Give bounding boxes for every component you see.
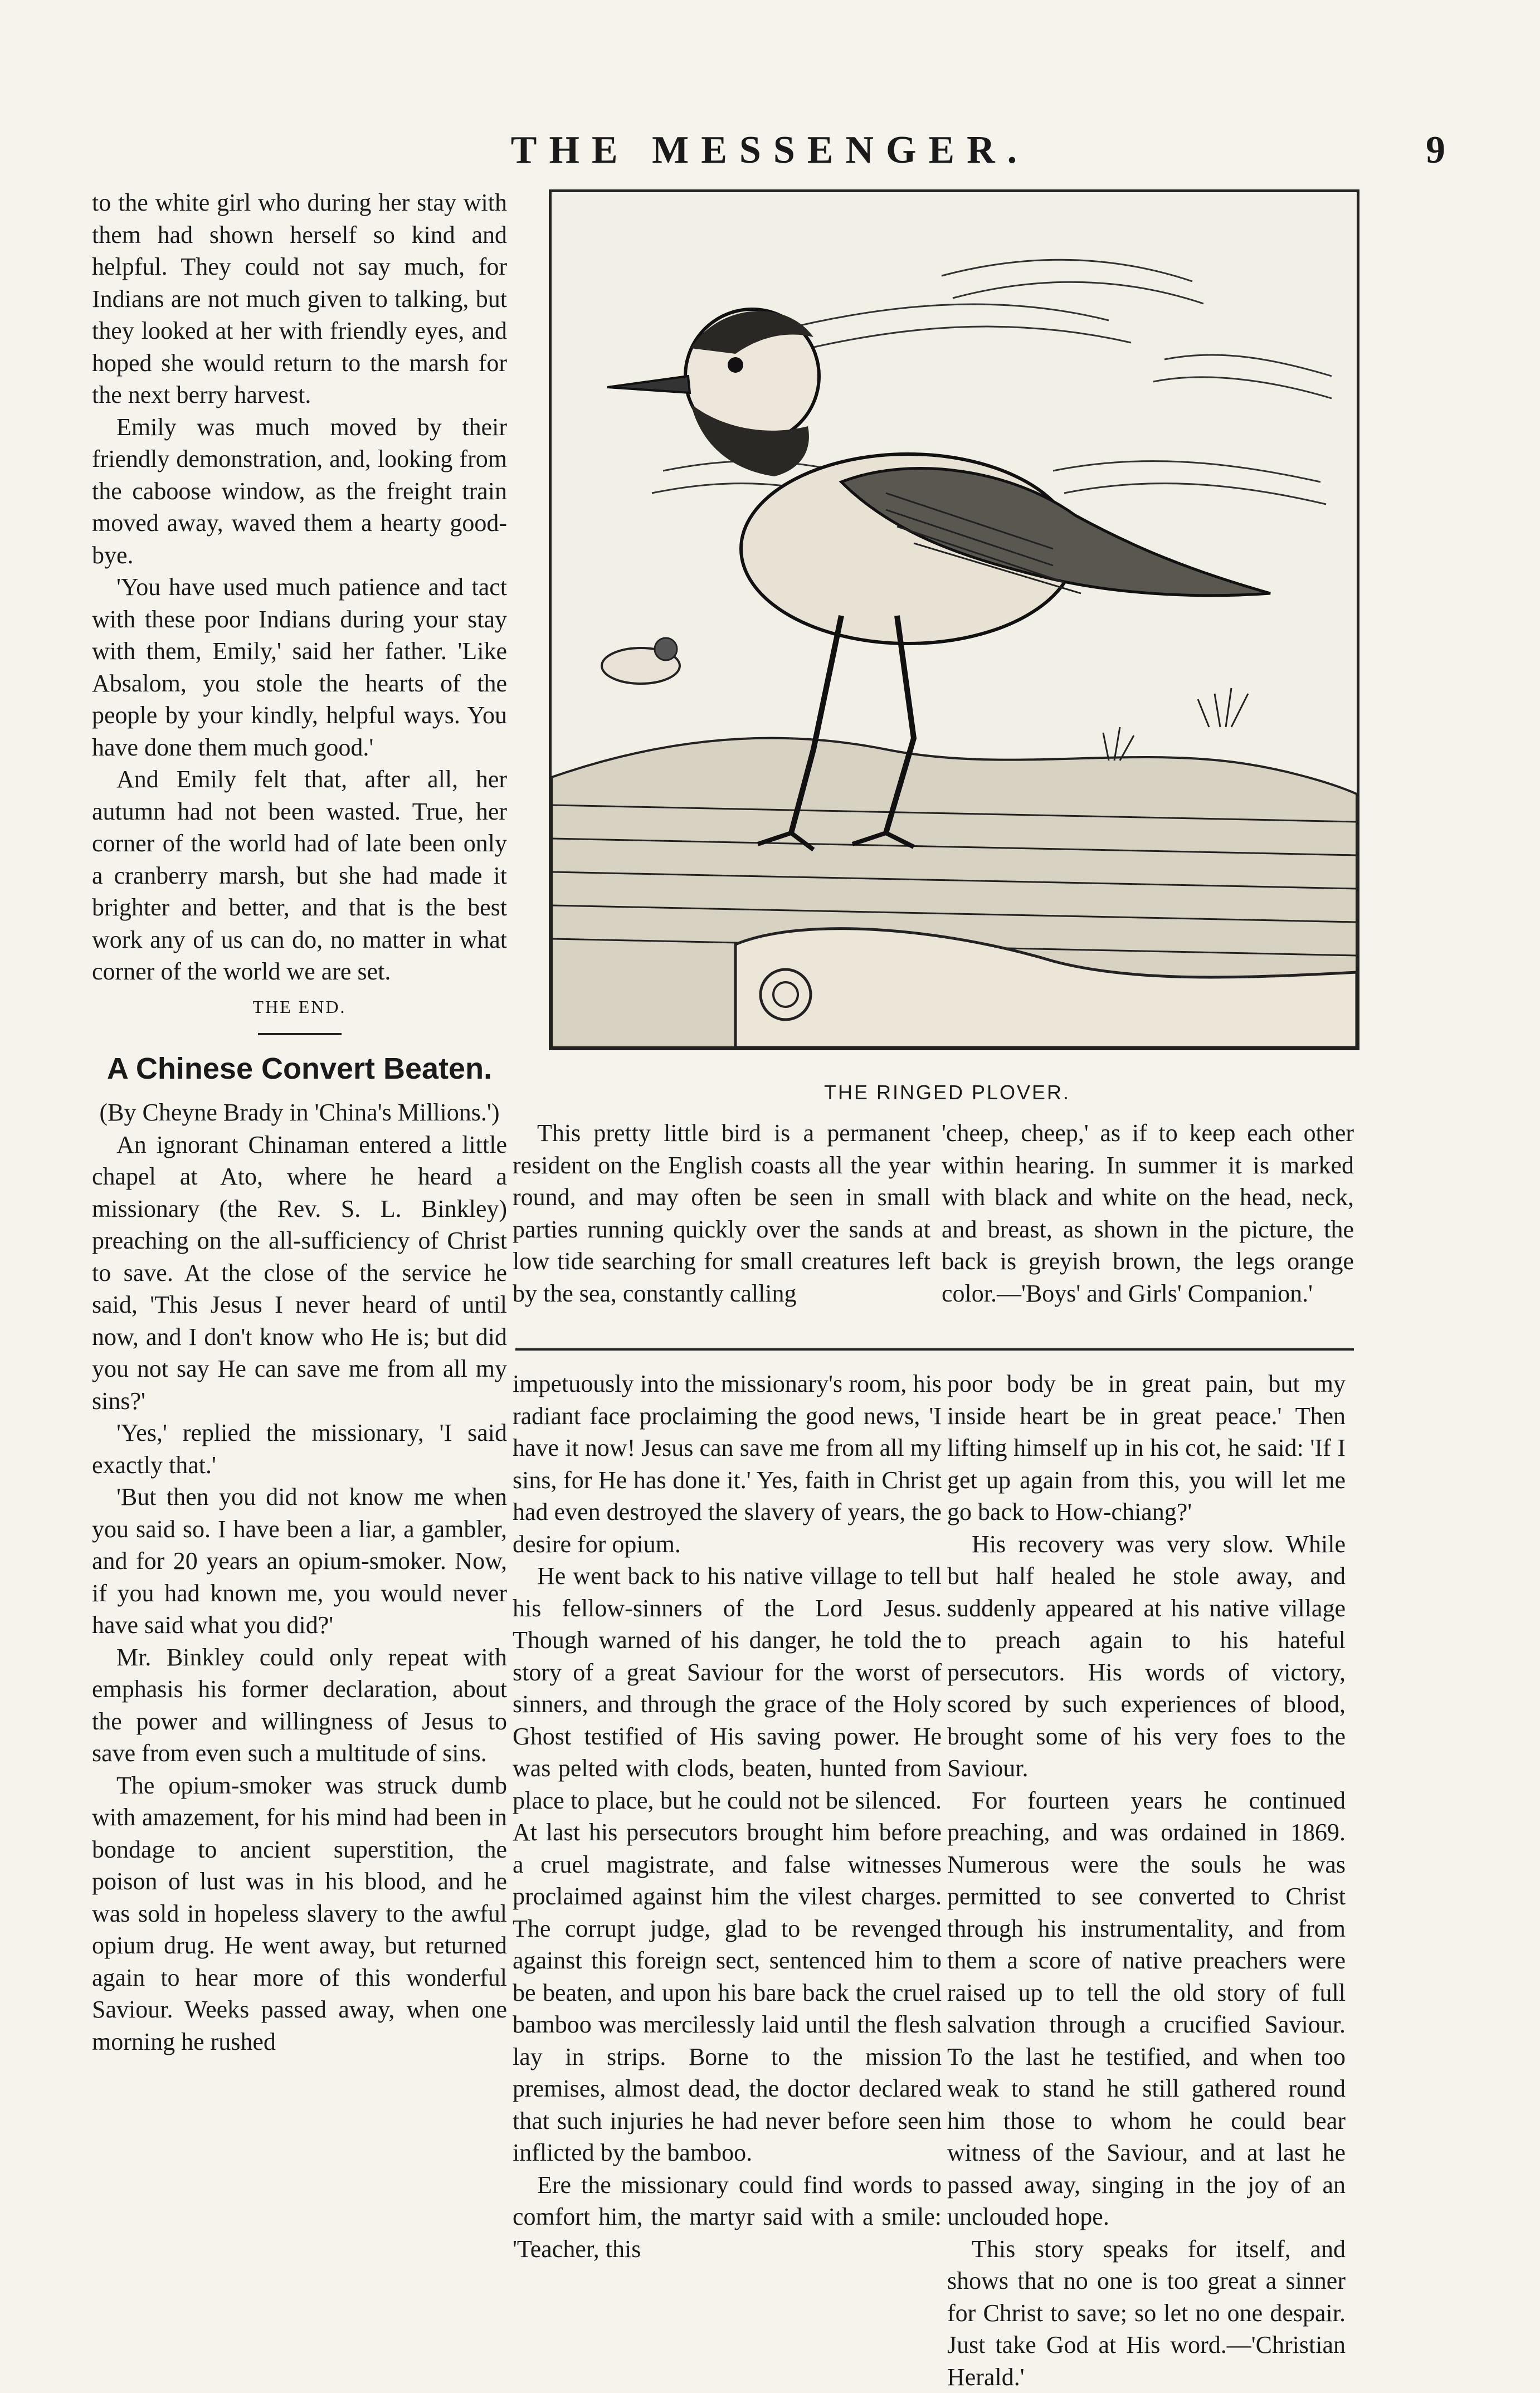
article-paragraph: poor body be in great pain, but my inside heart be in great peace.' Then lifting himself up in his cot, he said: 'If I get up again from this, you will let me go back to How-chiang?' <box>947 1368 1346 1528</box>
story-paragraph: Emily was much moved by their friendly demonstration, and, looking from the caboose window, as the freight train moved away, waved them a hearty good-bye. <box>92 411 507 572</box>
article-paragraph: An ignorant Chinaman entered a little chapel at Ato, where he heard a missionary (the Rev. S. L. Binkley) preaching on the all-sufficiency of Christ to save. At the close of the service he said, 'This Jesus I never heard of until now, and I don't know who He is; but did you not say He can save me from all my sins?' <box>92 1129 507 1417</box>
article-paragraph: 'Yes,' replied the missionary, 'I said exactly that.' <box>92 1417 507 1481</box>
page-header <box>0 128 1540 189</box>
article-paragraph: The opium-smoker was struck dumb with amazement, for his mind had been in bondage to ancient superstition, the poison of lust was in his blood, and he was sold in hopeless slavery to the awful opium drug. He went away, but returned again to hear more of this wonderful Saviour. Weeks passed away, when one morning he rushed <box>92 1770 507 2058</box>
article-paragraph: Ere the missionary could find words to comfort him, the martyr said with a smile: 'Teacher, this <box>513 2169 942 2265</box>
story-paragraph: And Emily felt that, after all, her autumn had not been wasted. True, her corner of the world had of late been only a cranberry marsh, but she had made it brighter and better, and that is the best work any of us can do, no matter in what corner of the world we are set. <box>92 763 507 988</box>
right-column <box>947 1368 1346 2393</box>
ringed-plover-icon <box>552 192 1357 1047</box>
article-paragraph: His recovery was very slow. While but half healed he stole away, and suddenly appeared at his native village to preach again to his hateful persecutors. His words of victory, scored by such experiences of blood, brought some of his very foes to the Saviour. <box>947 1528 1346 1785</box>
bird-article-right <box>942 1117 1354 1309</box>
the-end-label: THE END. <box>92 991 507 1024</box>
article-paragraph: This story speaks for itself, and shows that no one is too great a sinner for Christ to save; so let no one despair. Just take God at His word.—'Christian Herald.' <box>947 2233 1346 2393</box>
left-column <box>92 187 507 2058</box>
bird-paragraph: This pretty little bird is a permanent resident on the English coasts all the year round, and may often be seen in small parties running quickly over the sands at low tide searching for small creatures left by the sea, constantly calling <box>513 1117 930 1309</box>
page-number: 9 <box>1426 128 1445 173</box>
ringed-plover-illustration <box>549 189 1359 1050</box>
section-divider <box>258 1033 342 1035</box>
article-paragraph: impetuously into the missionary's room, his radiant face proclaiming the good news, 'I have it now! Jesus can save me from all my sins, for He has done it.' Yes, faith in Christ had even destroyed the slavery of years, the desire for opium. <box>513 1368 942 1560</box>
section-divider <box>515 1348 1354 1351</box>
article-paragraph: For fourteen years he continued preaching, and was ordained in 1869. Numerous were the souls he was permitted to see converted to Christ through his instrumentality, and from them a score of native preachers were raised up to tell the old story of full salvation through a crucified Saviour. To the last he testified, and when too weak to stand he still gathered round him those to whom he could bear witness of the Saviour, and at last he passed away, singing in the joy of an unclouded hope. <box>947 1785 1346 2233</box>
article-paragraph: 'But then you did not know me when you said so. I have been a liar, a gambler, and for 20 years an opium-smoker. Now, if you had known me, you would never have said what you did?' <box>92 1481 507 1641</box>
bird-paragraph: 'cheep, cheep,' as if to keep each other within hearing. In summer it is marked with black and white on the head, neck, and breast, as shown in the picture, the back is greyish brown, the legs orange color.—'Boys' and Girls' Companion.' <box>942 1117 1354 1309</box>
article-paragraph: He went back to his native village to tell his fellow-sinners of the Lord Jesus. Though warned of his danger, he told the story of a great Saviour for the worst of sinners, and through the grace of the Holy Ghost testified of His saving power. He was pelted with clods, beaten, hunted from place to place, but he could not be silenced. At last his persecutors brought him before a cruel magistrate, and false witnesses proclaimed against him the vilest charges. The corrupt judge, glad to be revenged against this foreign sect, sentenced him to be beaten, and upon his bare back the cruel bamboo was mercilessly laid until the flesh lay in strips. Borne to the mission premises, almost dead, the doctor declared that such injuries he had never before seen inflicted by the bamboo. <box>513 1560 942 2169</box>
middle-column <box>513 1368 942 2265</box>
story-paragraph: 'You have used much patience and tact with these poor Indians during your stay with them, Emily,' said her father. 'Like Absalom, you stole the hearts of the people by your kindly, helpful ways. You have done them much good.' <box>92 571 507 763</box>
article-byline: (By Cheyne Brady in 'China's Millions.') <box>92 1096 507 1129</box>
figure-caption: THE RINGED PLOVER. <box>557 1081 1337 1104</box>
bird-article <box>513 1117 1354 1340</box>
masthead: THE MESSENGER. <box>0 128 1540 173</box>
article-paragraph: Mr. Binkley could only repeat with emphasis his former declaration, about the power and willingness of Jesus to save from even such a multitude of sins. <box>92 1641 507 1770</box>
bird-article-left <box>513 1117 930 1309</box>
story-paragraph: to the white girl who during her stay with them had shown herself so kind and helpful. They could not say much, for Indians are not much given to talking, but they looked at her with friendly eyes, and hoped she would return to the marsh for the next berry harvest. <box>92 187 507 411</box>
article-title: A Chinese Convert Beaten. <box>92 1051 507 1086</box>
